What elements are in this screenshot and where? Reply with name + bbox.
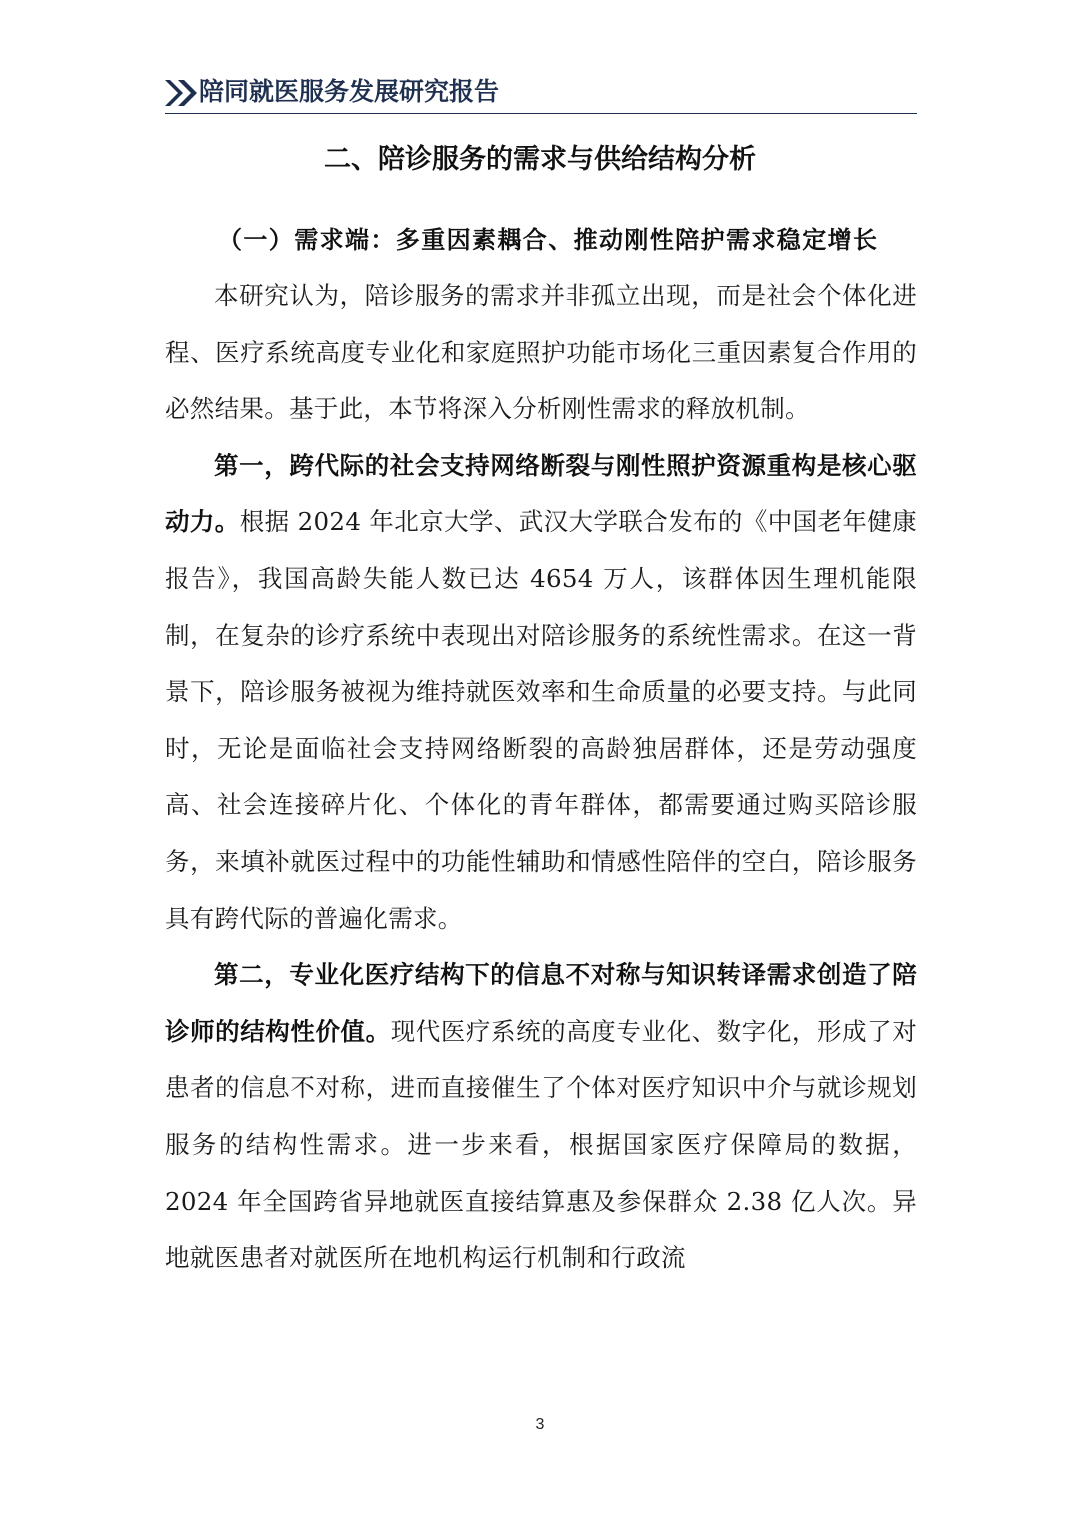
running-header <box>165 72 917 114</box>
section-title: 二、陪诊服务的需求与供给结构分析 <box>324 144 756 175</box>
header-divider <box>165 113 917 114</box>
paragraph-second-driver <box>165 947 917 1287</box>
paragraph-text: 根据 2024 年北京大学、武汉大学联合发布的《中国老年健康报告》，我国高龄失能人数已达 4654 万人，该群体因生理机能限制，在复杂的诊疗系统中表现出对陪诊服务的系统性需求。在这一背景下，陪诊服务被视为维持就医效率和生命质量的必要支持。与此同时，无论是面临社会支持网络断裂的高龄独居群体，还是劳动强度高、社会连接碎片化、个体化的青年群体，都需要通过购买陪诊服务，来填补就医过程中的功能性辅助和情感性陪伴的空白，陪诊服务具有跨代际的普遍化需求。 <box>165 507 917 933</box>
report-title: 陪同就医服务发展研究报告 <box>199 77 500 106</box>
double-chevron-right-icon <box>165 80 197 106</box>
paragraph-text: 现代医疗系统的高度专业化、数字化，形成了对患者的信息不对称，进而直接催生了个体对医疗知识中介与就诊规划服务的结构性需求。进一步来看，根据国家医疗保障局的数据，2024 年全国跨省异地就医直接结算惠及参保群众 2.38 亿人次。异地就医患者对就医所在地机构运行机制和行政流 <box>165 1016 917 1273</box>
paragraph-intro <box>165 268 917 438</box>
sub-heading: （一）需求端：多重因素耦合、推动刚性陪护需求稳定增长 <box>218 226 879 254</box>
paragraph-first-driver <box>165 438 917 947</box>
body-text <box>165 268 917 1287</box>
paragraph-text: 本研究认为，陪诊服务的需求并非孤立出现，而是社会个体化进程、医疗系统高度专业化和家庭照护功能市场化三重因素复合作用的必然结果。基于此，本节将深入分析刚性需求的释放机制。 <box>165 281 917 424</box>
paragraph-lead: 第二，专业化医疗结构下的信息不对称与知识转译需求创造了陪诊师的结构性价值。 <box>165 960 917 1046</box>
page-number: 3 <box>535 1416 545 1433</box>
paragraph-lead: 第一，跨代际的社会支持网络断裂与刚性照护资源重构是核心驱动力。 <box>165 450 917 537</box>
